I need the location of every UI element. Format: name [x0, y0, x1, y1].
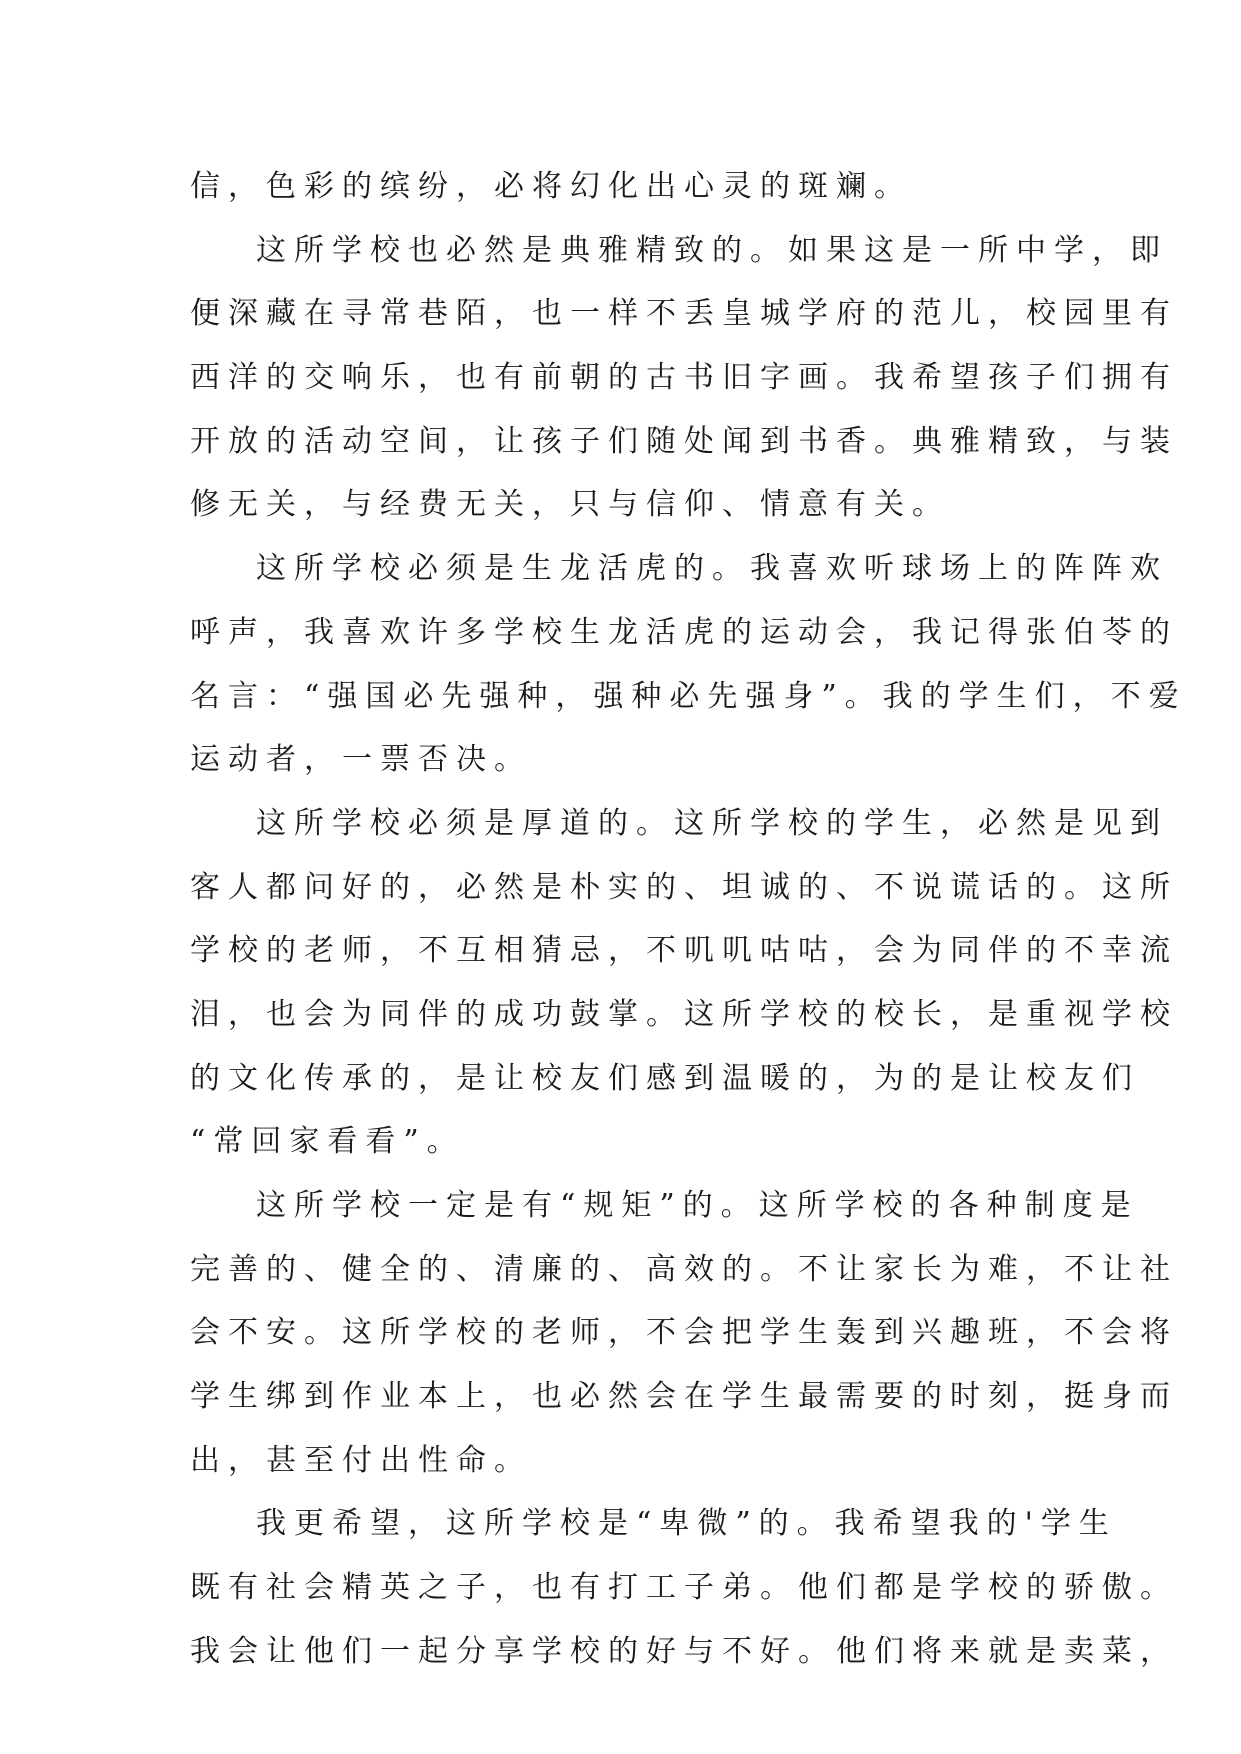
text-line: 西洋的交响乐，也有前朝的古书旧字画。我希望孩子们拥有 [190, 360, 1178, 396]
text-line: 的文化传承的，是让校友们感到温暖的，为的是让校友们 [190, 1060, 1140, 1096]
text-line: 我会让他们一起分享学校的好与不好。他们将来就是卖菜， [190, 1633, 1178, 1669]
paragraph-first-line: 这所学校也必然是典雅精致的。如果这是一所中学，即 [256, 232, 1168, 268]
text-line: 学生绑到作业本上，也必然会在学生最需要的时刻，挺身而 [190, 1379, 1178, 1415]
paragraph-first-line: 这所学校必须是生龙活虎的。我喜欢听球场上的阵阵欢 [256, 551, 1168, 587]
text-line: 运动者，一票否决。 [190, 742, 532, 778]
text-line: 既有社会精英之子，也有打工子弟。他们都是学校的骄傲。 [190, 1570, 1178, 1606]
text-line: 泪，也会为同伴的成功鼓掌。这所学校的校长，是重视学校 [190, 996, 1178, 1032]
text-line: 完善的、健全的、清廉的、高效的。不让家长为难，不让社 [190, 1251, 1178, 1287]
paragraph-first-line: 这所学校必须是厚道的。这所学校的学生，必然是见到 [256, 805, 1168, 841]
text-line: 客人都问好的，必然是朴实的、坦诚的、不说谎话的。这所 [190, 869, 1178, 905]
text-line: 呼声，我喜欢许多学校生龙活虎的运动会，我记得张伯苓的 [190, 614, 1178, 650]
text-line: 出，甚至付出性命。 [190, 1442, 532, 1478]
paragraph-first-line: 我更希望，这所学校是“卑微”的。我希望我的'学生 [256, 1506, 1117, 1542]
paragraph-first-line: 这所学校一定是有“规矩”的。这所学校的各种制度是 [256, 1188, 1139, 1223]
text-line: “常回家看看”。 [190, 1124, 465, 1160]
body-text [190, 155, 1187, 1684]
text-line: 名言：“强国必先强种，强种必先强身”。我的学生们，不爱 [190, 678, 1187, 714]
text-line: 会不安。这所学校的老师，不会把学生轰到兴趣班，不会将 [190, 1315, 1178, 1351]
text-line: 信，色彩的缤纷，必将幻化出心灵的斑斓。 [190, 169, 912, 204]
text-line: 便深藏在寻常巷陌，也一样不丢皇城学府的范儿，校园里有 [190, 296, 1178, 332]
text-line: 学校的老师，不互相猜忌，不叽叽咕咕，会为同伴的不幸流 [190, 933, 1178, 969]
text-line: 修无关，与经费无关，只与信仰、情意有关。 [190, 487, 950, 523]
text-line: 开放的活动空间，让孩子们随处闻到书香。典雅精致，与装 [190, 423, 1178, 459]
